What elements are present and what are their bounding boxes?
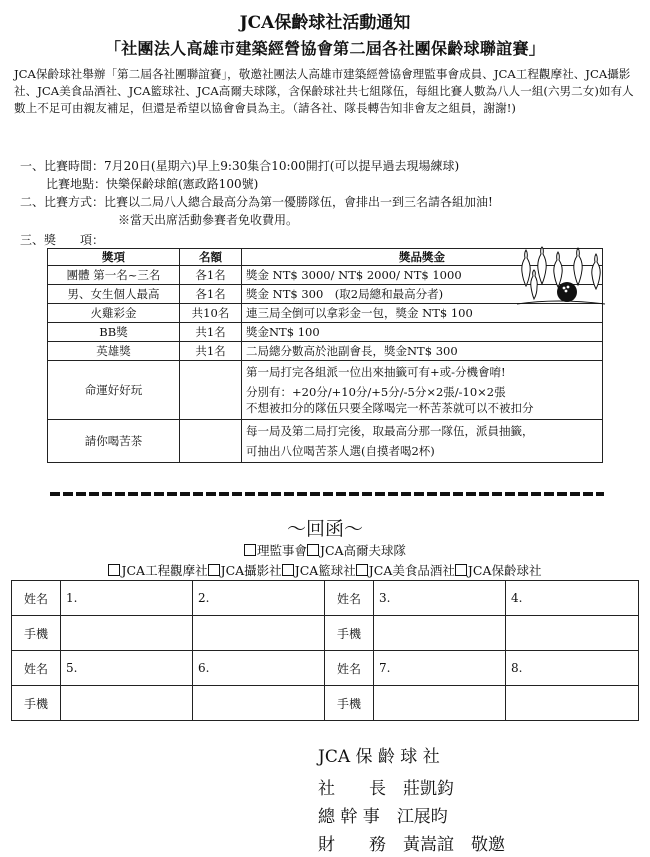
signature-name: 黃嵩誼: [403, 835, 454, 855]
prize-quota: 各1名: [180, 266, 242, 285]
phone-field-5[interactable]: [61, 686, 193, 721]
phone-label: 手機: [325, 616, 374, 651]
phone-field-7[interactable]: [374, 686, 506, 721]
checkbox-icon[interactable]: [307, 544, 319, 556]
phone-field-8[interactable]: [506, 686, 639, 721]
name-field-2[interactable]: 2.: [193, 581, 325, 616]
prize-item: 命運好好玩: [48, 361, 180, 420]
option-checkbox[interactable]: [307, 543, 406, 558]
option-checkbox[interactable]: [244, 543, 307, 558]
option-label: JCA高爾夫球隊: [319, 543, 407, 558]
option-label: JCA保齡球社: [467, 563, 542, 578]
option-checkbox[interactable]: [455, 563, 542, 578]
table-row: [48, 361, 603, 420]
name-field-4[interactable]: 4.: [506, 581, 639, 616]
signature-name: 江展昀: [396, 807, 448, 827]
prize-reward: 二局總分數高於池副會長，獎金NT$ 300: [242, 342, 603, 361]
prize-item: 請你喝苦茶: [48, 420, 180, 463]
signature-closing: 敬邀: [471, 835, 505, 855]
tea-line-2: 可抽出八位喝苦茶人選(自摸者喝2杯): [246, 444, 435, 458]
prize-quota: 共10名: [180, 304, 242, 323]
option-label: JCA籃球社: [294, 563, 356, 578]
signature-role: 社 長: [318, 779, 386, 799]
prize-reward-tea: [242, 420, 603, 463]
prize-item: 團體 第一名~三名: [48, 266, 180, 285]
checkbox-icon[interactable]: [356, 564, 368, 576]
checkbox-icon[interactable]: [282, 564, 294, 576]
phone-field-3[interactable]: [374, 616, 506, 651]
phone-label: 手機: [12, 686, 61, 721]
header-quota: 名額: [180, 249, 242, 266]
signature-role: 總 幹 事: [318, 807, 380, 827]
phone-field-4[interactable]: [506, 616, 639, 651]
prize-quota-empty: [180, 420, 242, 463]
table-row: [48, 342, 603, 361]
signature-role: 財 務: [318, 835, 386, 855]
prize-item: 男、女生個人最高: [48, 285, 180, 304]
section-note: ※當天出席活動參賽者免收費用。: [118, 213, 299, 227]
reply-title: ～回函～: [286, 518, 363, 540]
prize-reward: 獎金NT$ 100: [242, 323, 603, 342]
name-label: 姓名: [12, 581, 61, 616]
prize-reward: 獎金 NT$ 3000/ NT$ 2000/ NT$ 1000: [242, 266, 603, 285]
divider-dashed: [50, 492, 604, 496]
option-checkbox[interactable]: [208, 563, 282, 578]
name-label: 姓名: [325, 581, 374, 616]
signature-name: 莊凱鈞: [403, 779, 454, 799]
luck-line-1: 第一局打完各組派一位出來抽籤可有+或-分機會唷!: [246, 365, 506, 379]
prize-quota: 共1名: [180, 323, 242, 342]
phone-field-1[interactable]: [61, 616, 193, 651]
section-prizes-label: 三、獎 項：: [20, 233, 105, 247]
signature-line: [318, 830, 505, 855]
checkbox-icon[interactable]: [108, 564, 120, 576]
intro-paragraph: JCA保齡球社舉辦「第二屆各社團聯誼賽」，敬邀社團法人高雄市建築經營協會理監事會成員、JCA工程觀摩社、JCA攝影社、JCA美食品酒社、JCA籃球社、JCA高爾夫球隊，含保齡球社共七組隊伍，每組比賽人數為八人一組(六男二女)如有人數上不足可由親友補足，但還是希望以協會會員為主。（請各社、隊長轉告知非會友之組員，謝謝!): [14, 67, 634, 115]
phone-field-6[interactable]: [193, 686, 325, 721]
bowling-pins-icon: [515, 246, 607, 308]
table-row: [12, 651, 639, 686]
option-label: JCA工程觀摩社: [121, 563, 208, 578]
table-row: [48, 323, 603, 342]
prize-quota: 共1名: [180, 342, 242, 361]
name-field-5[interactable]: 5.: [61, 651, 193, 686]
reply-options-row-1: [0, 541, 650, 559]
option-checkbox[interactable]: [108, 563, 207, 578]
page-title: JCA保齡球社活動通知: [239, 13, 411, 33]
name-field-3[interactable]: 3.: [374, 581, 506, 616]
phone-label: 手機: [325, 686, 374, 721]
header-item: 獎項: [48, 249, 180, 266]
luck-line-3: 不想被扣分的隊伍只要全隊喝完一杯苦茶就可以不被扣分: [246, 401, 534, 415]
section-method: 二、比賽方式：比賽以二局八人總合最高分為第一優勝隊伍，會排出一到三名請各組加油!: [20, 195, 493, 209]
name-field-6[interactable]: 6.: [193, 651, 325, 686]
prize-reward: 連三局全倒可以拿彩金一包，獎金 NT$ 100: [242, 304, 603, 323]
name-field-8[interactable]: 8.: [506, 651, 639, 686]
table-row: [12, 616, 639, 651]
prize-reward-luck: [242, 361, 603, 420]
signature-line: [318, 802, 448, 827]
option-label: 理監事會: [256, 543, 307, 558]
prize-item: 英雄獎: [48, 342, 180, 361]
phone-field-2[interactable]: [193, 616, 325, 651]
prize-quota-empty: [180, 361, 242, 420]
prize-quota: 各1名: [180, 285, 242, 304]
header-reward: 獎品獎金: [242, 249, 603, 266]
reply-form-table: [11, 580, 639, 721]
name-field-7[interactable]: 7.: [374, 651, 506, 686]
section-time: 一、比賽時間：7月20日(星期六)早上9:30集合10:00開打(可以提早過去現場練球): [20, 159, 460, 173]
option-label: JCA美食品酒社: [368, 563, 455, 578]
table-row: [12, 686, 639, 721]
prize-item: 火雞彩金: [48, 304, 180, 323]
checkbox-icon[interactable]: [208, 564, 220, 576]
checkbox-icon[interactable]: [244, 544, 256, 556]
option-checkbox[interactable]: [282, 563, 356, 578]
event-subtitle: 「社團法人高雄市建築經營協會第二屆各社團保齡球聯誼賽」: [104, 39, 546, 58]
name-field-1[interactable]: 1.: [61, 581, 193, 616]
tea-line-1: 每一局及第二局打完後，取最高分那一隊伍，派員抽籤，: [246, 424, 534, 438]
section-venue: 比賽地點：快樂保齡球館(憲政路100號): [46, 177, 259, 191]
signature-org: JCA 保 齡 球 社: [318, 747, 440, 767]
table-row: [48, 420, 603, 463]
checkbox-icon[interactable]: [455, 564, 467, 576]
name-label: 姓名: [325, 651, 374, 686]
signature-line: [318, 774, 454, 799]
phone-label: 手機: [12, 616, 61, 651]
name-label: 姓名: [12, 651, 61, 686]
prize-item: BB獎: [48, 323, 180, 342]
reply-options-row-2: [0, 561, 650, 579]
option-checkbox[interactable]: [356, 563, 455, 578]
prize-reward: 獎金 NT$ 300 (取2局總和最高分者): [242, 285, 603, 304]
luck-line-2: 分別有：+20分/+10分/+5分/-5分×2張/-10×2張: [246, 385, 506, 399]
table-row: [12, 581, 639, 616]
option-label: JCA攝影社: [220, 563, 282, 578]
